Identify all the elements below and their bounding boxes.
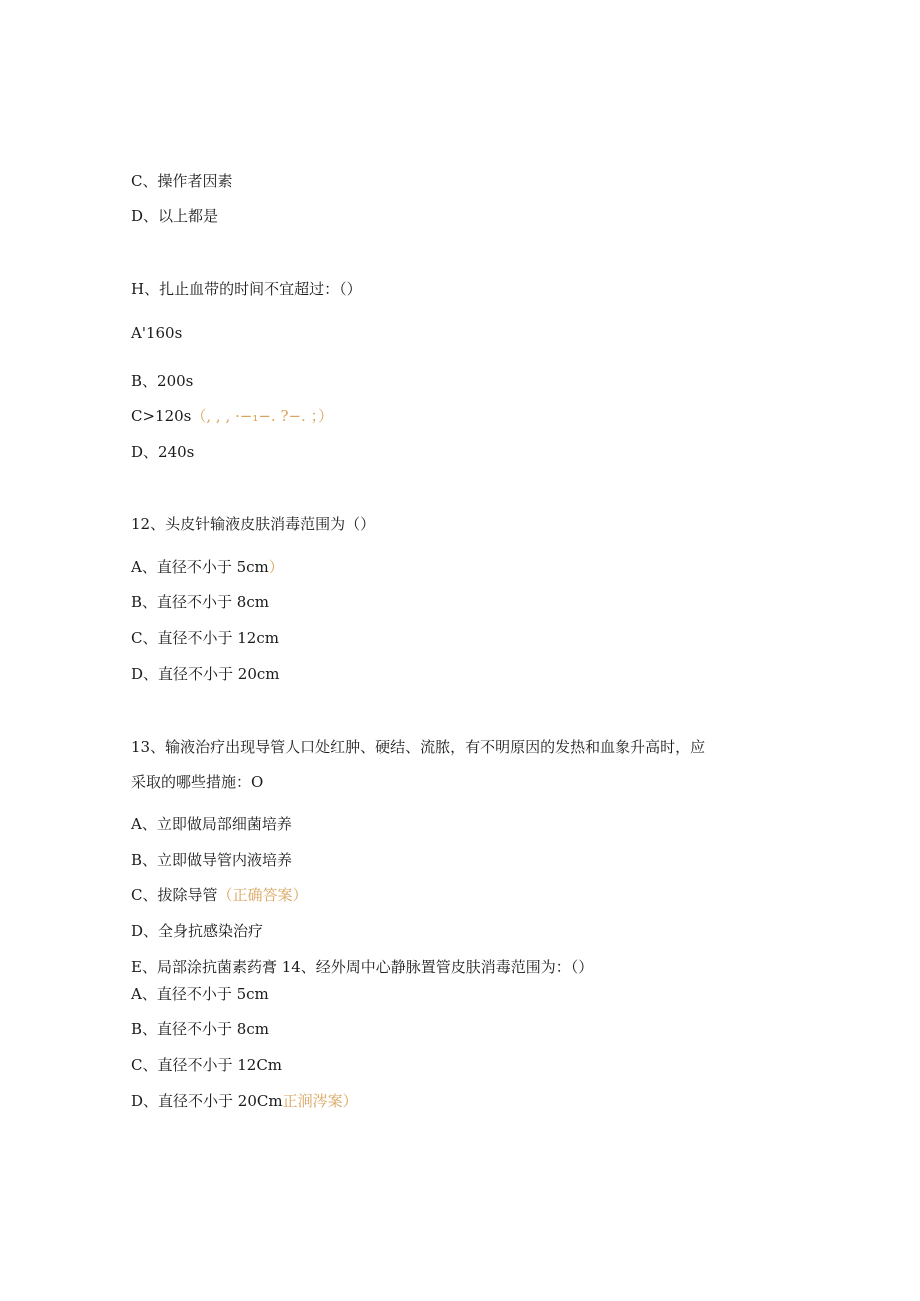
option-line bbox=[131, 1091, 358, 1111]
option-text: D、240s bbox=[131, 443, 195, 461]
option-text: D、直径不小于 20cm bbox=[131, 665, 280, 683]
option-text: A、立即做局部细菌培养 bbox=[131, 815, 292, 833]
option-text: C>120s bbox=[131, 407, 192, 425]
option-line bbox=[131, 557, 284, 577]
option-text: C、直径不小于 12cm bbox=[131, 629, 279, 647]
option-text: B、直径不小于 8cm bbox=[131, 593, 269, 611]
answer-mark: （正确答案） bbox=[217, 886, 308, 904]
option-text: C、操作者因素 bbox=[131, 172, 233, 190]
option-text: B、直径不小于 8cm bbox=[131, 1020, 269, 1038]
option-line bbox=[131, 406, 333, 426]
option-text: A、直径不小于 5cm bbox=[131, 558, 269, 576]
question-stem: 12、头皮针输液皮肤消毒范围为（） bbox=[131, 515, 376, 533]
question-stem: H、扎止血带的时间不宜超过：（） bbox=[131, 280, 362, 298]
answer-mark: （, , , ·−₁−. ?−. ；） bbox=[191, 407, 334, 425]
answer-mark: ） bbox=[268, 558, 284, 576]
option-line bbox=[131, 885, 308, 905]
option-text: B、200s bbox=[131, 372, 194, 390]
option-text: C、拔除导管 bbox=[131, 886, 218, 904]
option-text: D、以上都是 bbox=[131, 207, 219, 225]
option-text: D、全身抗感染治疗 bbox=[131, 922, 264, 940]
option-text: B、立即做导管内液培养 bbox=[131, 851, 293, 869]
question-stem: 13、输液治疗出现导管人口处红肿、硬结、流脓，有不明原因的发热和血象升高时，应 bbox=[131, 738, 706, 756]
question-stem-cont: 采取的哪些措施：O bbox=[131, 773, 264, 791]
option-text: C、直径不小于 12Cm bbox=[131, 1056, 283, 1074]
option-text: E、局部涂抗菌素药膏 14、经外周中心静脉置管皮肤消毒范围为：（） bbox=[131, 958, 594, 976]
option-text: A'160s bbox=[131, 324, 183, 342]
option-text: A、直径不小于 5cm bbox=[131, 985, 269, 1003]
answer-mark: 正涧涔案） bbox=[282, 1092, 358, 1110]
option-text: D、直径不小于 20Cm bbox=[131, 1092, 283, 1110]
